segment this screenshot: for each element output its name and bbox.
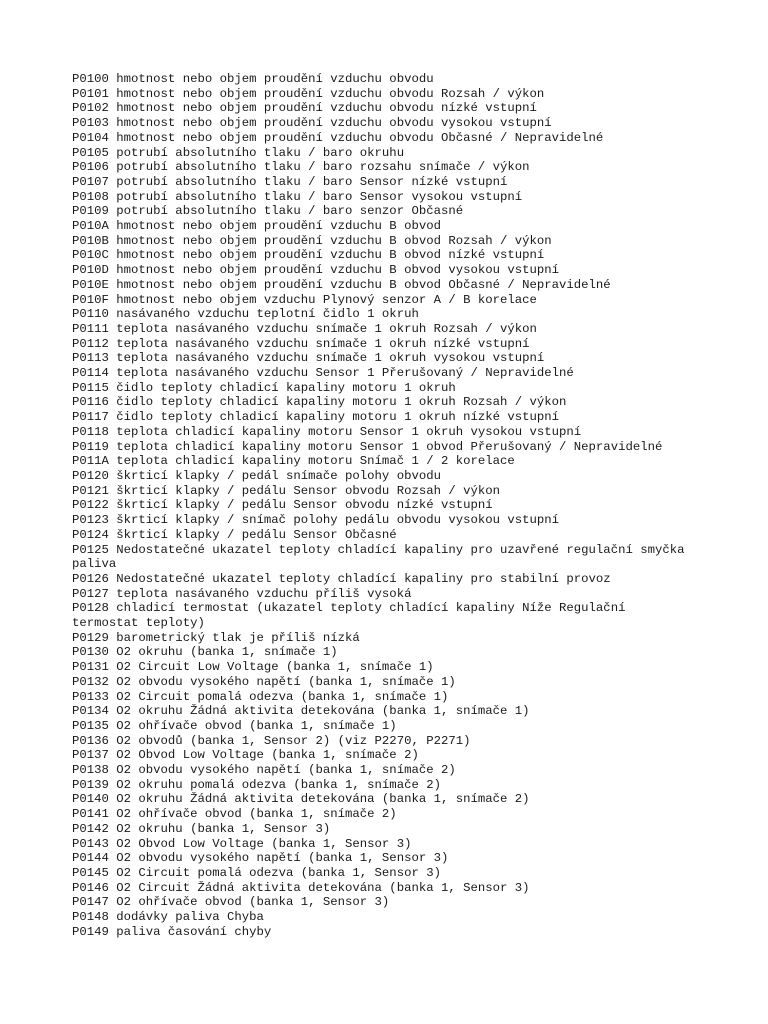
text-line: P0111 teplota nasávaného vzduchu snímače 1 okruh Rozsah / výkon (72, 321, 537, 336)
text-line: P0128 chladicí termostat (ukazatel teploty chladící kapaliny Níže Regulační (72, 601, 626, 616)
text-line: P010B hmotnost nebo objem proudění vzduchu B obvod Rozsah / výkon (72, 233, 552, 248)
text-line: P0116 čidlo teploty chladicí kapaliny motoru 1 okruh Rozsah / výkon (72, 395, 567, 410)
text-line: P0140 O2 okruhu Žádná aktivita detekována (banka 1, snímače 2) (72, 792, 530, 807)
text-line: P0108 potrubí absolutního tlaku / baro Sensor vysokou vstupní (72, 189, 523, 204)
text-line: P0142 O2 okruhu (banka 1, Sensor 3) (72, 821, 331, 836)
text-line: P0122 škrticí klapky / pedálu Sensor obvodu nízké vstupní (72, 498, 493, 513)
text-line: P0143 O2 Obvod Low Voltage (banka 1, Sensor 3) (72, 836, 412, 851)
text-line: P0101 hmotnost nebo objem proudění vzduchu obvodu Rozsah / výkon (72, 86, 545, 101)
text-line: P0109 potrubí absolutního tlaku / baro senzor Občasné (72, 204, 464, 219)
text-line: P0120 škrticí klapky / pedál snímače polohy obvodu (72, 468, 441, 483)
text-line: P0139 O2 okruhu pomalá odezva (banka 1, snímače 2) (72, 777, 441, 792)
text-line: P010E hmotnost nebo objem proudění vzduchu B obvod Občasné / Nepravidelné (72, 277, 611, 292)
text-line: P0110 nasávaného vzduchu teplotní čidlo 1 okruh (72, 307, 419, 322)
text-line: P0123 škrticí klapky / snímač polohy pedálu obvodu vysokou vstupní (72, 513, 560, 528)
text-line: P0131 O2 Circuit Low Voltage (banka 1, snímače 1) (72, 660, 434, 675)
text-line: P0107 potrubí absolutního tlaku / baro Sensor nízké vstupní (72, 174, 508, 189)
text-line: P0137 O2 Obvod Low Voltage (banka 1, snímače 2) (72, 748, 419, 763)
text-line: P0132 O2 obvodu vysokého napětí (banka 1, snímače 1) (72, 674, 456, 689)
text-line: P0118 teplota chladicí kapaliny motoru Sensor 1 okruh vysokou vstupní (72, 424, 582, 439)
text-line: P0113 teplota nasávaného vzduchu snímače 1 okruh vysokou vstupní (72, 351, 545, 366)
text-line: P0112 teplota nasávaného vzduchu snímače 1 okruh nízké vstupní (72, 336, 530, 351)
text-line: termostat teploty) (72, 616, 205, 631)
text-line: P0146 O2 Circuit Žádná aktivita detekována (banka 1, Sensor 3) (72, 880, 530, 895)
text-line: P0134 O2 okruhu Žádná aktivita detekována (banka 1, snímače 1) (72, 704, 530, 719)
text-line: P0103 hmotnost nebo objem proudění vzduchu obvodu vysokou vstupní (72, 116, 552, 131)
text-line: P0115 čidlo teploty chladicí kapaliny motoru 1 okruh (72, 380, 456, 395)
text-line: P0147 O2 ohřívače obvod (banka 1, Sensor 3) (72, 895, 390, 910)
text-line: P0119 teplota chladicí kapaliny motoru Sensor 1 obvod Přerušovaný / Nepravidelné (72, 439, 663, 454)
text-line: P010D hmotnost nebo objem proudění vzduchu B obvod vysokou vstupní (72, 263, 560, 278)
text-line: P0135 O2 ohřívače obvod (banka 1, snímače 1) (72, 718, 397, 733)
text-line: P0149 paliva časování chyby (72, 924, 272, 939)
text-line: P010C hmotnost nebo objem proudění vzduchu B obvod nízké vstupní (72, 248, 545, 263)
text-line: P0144 O2 obvodu vysokého napětí (banka 1, Sensor 3) (72, 851, 449, 866)
text-line: P010F hmotnost nebo objem vzduchu Plynový senzor A / B korelace (72, 292, 537, 307)
text-line: P0117 čidlo teploty chladicí kapaliny motoru 1 okruh nízké vstupní (72, 410, 560, 425)
text-line: P0126 Nedostatečné ukazatel teploty chladící kapaliny pro stabilní provoz (72, 571, 611, 586)
text-line: P0102 hmotnost nebo objem proudění vzduchu obvodu nízké vstupní (72, 101, 537, 116)
text-line: P0145 O2 Circuit pomalá odezva (banka 1, Sensor 3) (72, 865, 441, 880)
text-line: paliva (72, 557, 117, 572)
text-line: P0114 teplota nasávaného vzduchu Sensor 1 Přerušovaný / Nepravidelné (72, 366, 574, 381)
text-line: P0130 O2 okruhu (banka 1, snímače 1) (72, 645, 338, 660)
text-line: P0148 dodávky paliva Chyba (72, 910, 264, 925)
text-line: P0133 O2 Circuit pomalá odezva (banka 1, snímače 1) (72, 689, 449, 704)
text-line: P0136 O2 obvodů (banka 1, Sensor 2) (viz P2270, P2271) (72, 733, 471, 748)
text-line: P0127 teplota nasávaného vzduchu příliš vysoká (72, 586, 412, 601)
text-line: P0121 škrticí klapky / pedálu Sensor obvodu Rozsah / výkon (72, 483, 501, 498)
text-line: P011A teplota chladicí kapaliny motoru Snímač 1 / 2 korelace (72, 454, 515, 469)
text-line: P0100 hmotnost nebo objem proudění vzduchu obvodu (72, 72, 434, 86)
document-page (72, 72, 712, 939)
text-line: P0104 hmotnost nebo objem proudění vzduchu obvodu Občasné / Nepravidelné (72, 130, 604, 145)
text-line: P0105 potrubí absolutního tlaku / baro okruhu (72, 145, 405, 160)
text-line: P0124 škrticí klapky / pedálu Sensor Občasné (72, 527, 397, 542)
text-line: P010A hmotnost nebo objem proudění vzduchu B obvod (72, 219, 441, 234)
text-line: P0125 Nedostatečné ukazatel teploty chladící kapaliny pro uzavřené regulační smyčka (72, 542, 685, 557)
text-line: P0141 O2 ohřívače obvod (banka 1, snímače 2) (72, 807, 397, 822)
text-line: P0129 barometrický tlak je příliš nízká (72, 630, 360, 645)
text-line: P0106 potrubí absolutního tlaku / baro rozsahu snímače / výkon (72, 160, 530, 175)
text-line: P0138 O2 obvodu vysokého napětí (banka 1, snímače 2) (72, 763, 456, 778)
